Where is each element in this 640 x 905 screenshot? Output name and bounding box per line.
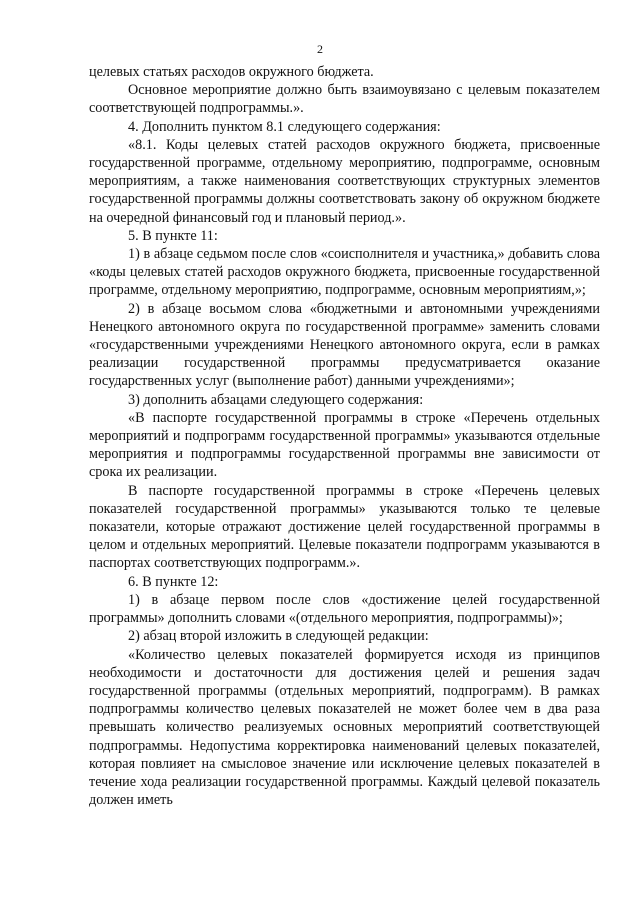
- paragraph: 1) в абзаце седьмом после слов «соисполнителя и участника,» добавить слова «коды целевых статей расходов окружного бюджета, присвоенные государственной программе, отдельному мероприятию, подпрограмме, основным мероприятиям,»;: [89, 246, 600, 299]
- paragraph: 4. Дополнить пунктом 8.1 следующего содержания:: [128, 118, 441, 135]
- paragraph: 6. В пункте 12:: [128, 573, 219, 590]
- paragraph: 1) в абзаце первом после слов «достижение целей государственной программы» дополнить словами «(отдельного мероприятия, подпрограммы)»;: [89, 591, 600, 627]
- document-body: [89, 63, 600, 809]
- paragraph: «8.1. Коды целевых статей расходов окружного бюджета, присвоенные государственной программе, отдельному мероприятию, подпрограмме, основным мероприятиям, а также наименования соответствующих структурных элементов государственной программы должны соответствовать закону об окружном бюджете на очередной финансовый год и плановый период.».: [89, 136, 600, 226]
- paragraph: В паспорте государственной программы в строке «Перечень целевых показателей государственной программы» указываются только те целевые показатели, которые отражают достижение целей государственной программы в целом и отдельных мероприятий. Целевые показатели подпрограмм указываются в паспортах соответствующих подпрограмм.».: [89, 482, 600, 572]
- paragraph: «Количество целевых показателей формируется исходя из принципов необходимости и достаточности для достижения целей и решения задач государственной программы (отдельных мероприятий, подпрограмм). В рамках подпрограммы количество целевых показателей не может более чем в два раза превышать количество реализуемых основных мероприятий соответствующей подпрограммы. Недопустима корректировка наименований целевых показателей, которая повлияет на смысловое значение или исключение целевых показателей в течение хода реализации государственной программы. Каждый целевой показатель должен иметь: [89, 646, 600, 809]
- paragraph: 5. В пункте 11:: [128, 227, 218, 244]
- paragraph: 3) дополнить абзацами следующего содержания:: [128, 391, 424, 408]
- paragraph: 2) в абзаце восьмом слова «бюджетными и автономными учреждениями Ненецкого автономного округа по государственной программе» заменить словами «государственными учреждениями Ненецкого автономного округа, если в рамках реализации государственной программы предусматривается оказание государственных услуг (выполнение работ) данными учреждениями»;: [89, 300, 600, 390]
- page-number: 2: [317, 42, 323, 56]
- paragraph: целевых статьях расходов окружного бюджета.: [89, 64, 374, 80]
- paragraph: 2) абзац второй изложить в следующей редакции:: [128, 628, 429, 645]
- paragraph: Основное мероприятие должно быть взаимоувязано с целевым показателем соответствующей подпрограммы.».: [89, 82, 600, 117]
- paragraph: «В паспорте государственной программы в строке «Перечень отдельных мероприятий и подпрограмм государственной программы» указываются отдельные мероприятия и подпрограммы государственной программы вне зависимости от срока их реализации.: [89, 409, 600, 481]
